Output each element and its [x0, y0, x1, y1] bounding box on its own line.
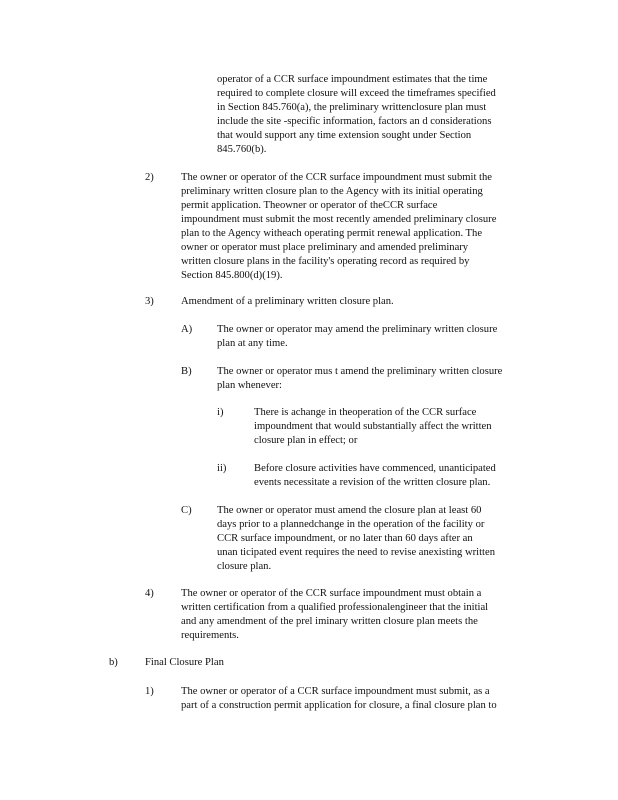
text-line: The owner or operator of the CCR surface impoundment must submit the — [181, 172, 492, 183]
text-line: The owner or operator must amend the closure plan at least 60 — [217, 505, 482, 516]
text-line: The owner or operator mus t amend the preliminary written closure — [217, 366, 503, 377]
text-line: The owner or operator of a CCR surface impoundment must submit, as a — [181, 686, 490, 697]
text-line: Section 845.800(d)(19). — [181, 270, 283, 281]
item-b-heading — [145, 656, 224, 670]
text-line: closure plan. — [217, 561, 272, 572]
text-line: owner or operator must place preliminary and amended preliminary — [181, 242, 469, 253]
item-3-label: 3) — [145, 296, 154, 307]
paragraph-continuation — [217, 73, 496, 157]
text-line: events necessitate a revision of the written closure plan. — [254, 477, 491, 488]
text-line: include the site -specific information, factors an d considerations — [217, 116, 492, 127]
text-line: The owner or operator may amend the preliminary written closure — [217, 324, 498, 335]
text-line: plan at any time. — [217, 338, 288, 349]
text-line: impoundment must submit the most recently amended preliminary closure — [181, 214, 497, 225]
item-3A-label: A) — [181, 324, 193, 335]
text-line: part of a construction permit application for closure, a final closure plan to — [181, 700, 497, 711]
text-line: written closure plans in the facility's operating record as required by — [181, 256, 470, 267]
text-line: plan whenever: — [217, 380, 283, 391]
text-line: Amendment of a preliminary written closure plan. — [181, 296, 394, 307]
item-b-label: b) — [109, 657, 118, 668]
item-3Bii-paragraph — [254, 462, 496, 490]
item-3C-paragraph — [217, 504, 495, 574]
item-3Bi-paragraph — [254, 406, 492, 448]
text-line: and any amendment of the prel iminary written closure plan meets the — [181, 616, 478, 627]
item-4-paragraph — [181, 587, 488, 643]
text-line: plan to the Agency witheach operating permit renewal application. The — [181, 228, 483, 239]
text-line: requirements. — [181, 630, 239, 641]
text-line: unan ticipated event requires the need to revise anexisting written — [217, 547, 495, 558]
text-line: in Section 845.760(a), the preliminary writtenclosure plan must — [217, 102, 487, 113]
text-line: impoundment that would substantially affect the written — [254, 421, 492, 432]
item-3B-label: B) — [181, 366, 192, 377]
text-line: preliminary written closure plan to the Agency with its initial operating — [181, 186, 483, 197]
item-3A-paragraph — [217, 323, 497, 351]
text-line: that would support any time extension sought under Section — [217, 130, 472, 141]
item-4-label: 4) — [145, 588, 154, 599]
item-3C-label: C) — [181, 505, 192, 516]
text-line: Final Closure Plan — [145, 657, 224, 668]
item-b1-label: 1) — [145, 686, 154, 697]
item-2-label: 2) — [145, 172, 154, 183]
text-line: days prior to a plannedchange in the operation of the facility or — [217, 519, 485, 530]
item-3B-paragraph — [217, 365, 502, 393]
text-line: closure plan in effect; or — [254, 435, 358, 446]
text-line: There is achange in theoperation of the CCR surface — [254, 407, 477, 418]
text-line: Before closure activities have commenced, unanticipated — [254, 463, 496, 474]
text-line: written certification from a qualified professionalengineer that the initial — [181, 602, 489, 613]
item-2-paragraph — [181, 171, 496, 283]
text-line: CCR surface impoundment, or no later than 60 days after an — [217, 533, 473, 544]
text-line: required to complete closure will exceed the timeframes specified — [217, 88, 496, 99]
item-3-heading — [181, 295, 394, 309]
text-line: 845.760(b). — [217, 144, 267, 155]
item-3Bii-label: ii) — [217, 463, 227, 474]
text-line: operator of a CCR surface impoundment estimates that the time — [217, 74, 488, 85]
text-line: The owner or operator of the CCR surface impoundment must obtain a — [181, 588, 482, 599]
item-b1-paragraph — [181, 685, 497, 713]
text-line: permit application. Theowner or operator of theCCR surface — [181, 200, 438, 211]
item-3Bi-label: i) — [217, 407, 224, 418]
